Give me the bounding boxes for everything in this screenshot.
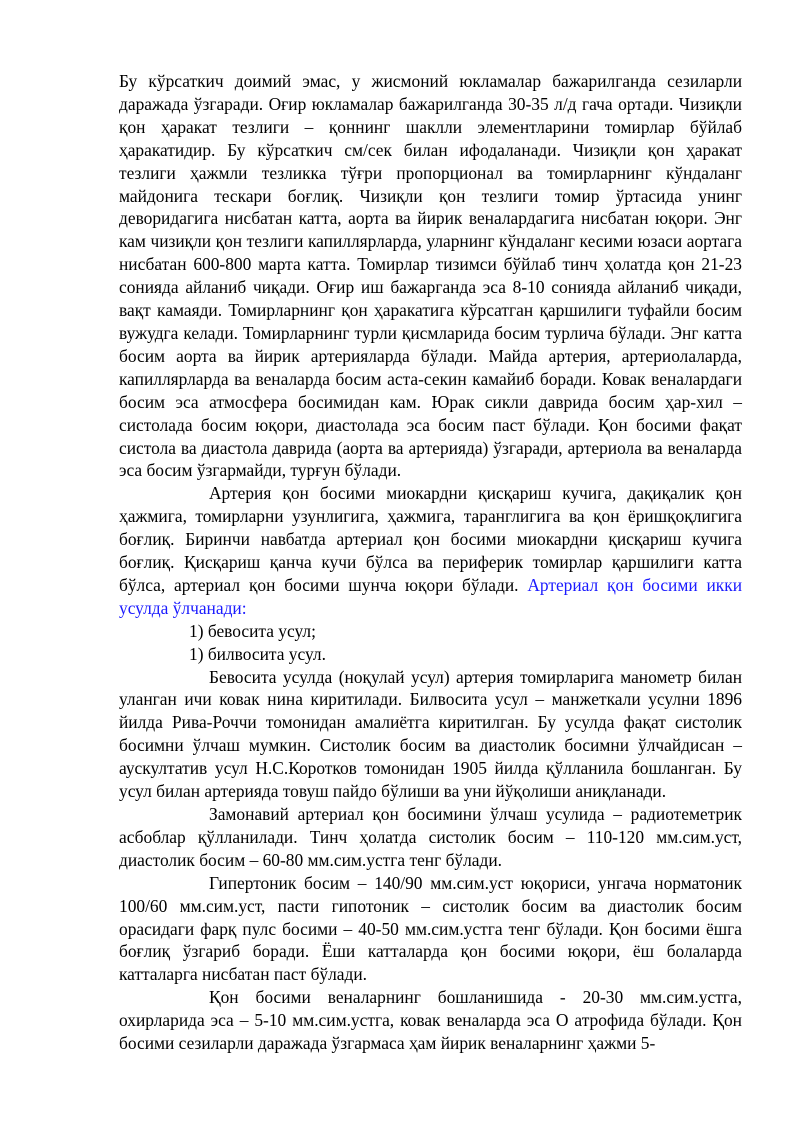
paragraph-modern-measurement: Замонавий артериал қон босимини ўлчаш усулида – радиотеметрик асбоблар қўлланилади. Тинч ҳолатда систолик босим – 110-120 мм.сим.уст, диастолик босим – 60-80 мм.сим.устга тенг бўлади. [119,804,742,870]
paragraph-arterial-pressure-text: Артерия қон босими миокардни қисқариш кучига, дақиқалик қон ҳажмига, томирларни узунлигига, ҳажмига, таранглигига ва қон ёришқоқлигига боғлиқ. Биринчи навбатда артериал қон босими миокардни қисқариш кучига боғлиқ. Қисқариш қанча кучи бўлса ва периферик томирлар қаршилиги катта бўлса, артериал қон босими шунча юқори бўлади. [119,483,742,595]
list-item-indirect-method: 1) билвосита усул. [189,643,326,664]
paragraph-hypertension: Гипертоник босим – 140/90 мм.сим.уст юқориси, унгача норматоник 100/60 мм.сим.уст, пасти гипотоник – систолик босим ва диастолик босим орасидаги фарқ пулс босими – 40-50 мм.сим.устга тенг бўлади. Қон босими ёшга боғлиқ ўзгариб боради. Ёши катталарда қон босими юқори, ёш болаларда катталарга нисбатан паст бўлади. [119,872,742,985]
paragraph-venous-pressure: Қон босими веналарнинг бошланишида - 20-30 мм.сим.устга, охирларида эса – 5-10 мм.сим.устга, ковак веналарда эса О атрофида бўлади. Қон босими сезиларли даражада ўзгармаса ҳам йирик веналарнинг ҳажми 5- [119,987,742,1054]
paragraph-arterial-pressure [119,482,742,619]
list-item-direct-method: 1) бевосита усул; [189,620,316,641]
paragraph-measurement-methods: Бевосита усулда (ноқулай усул) артерия томирларига манометр билан уланган ичи ковак нина киритилади. Билвосита усул – манжеткали усулни 1896 йилда Рива-Роччи томонидан амалиётга киритилган. Бу усулда фақат систолик босимни ўлчаш мумкин. Систолик босим ва диастолик босимни ўлчайдисан – аускултатив усул Н.С.Коротков томонидан 1905 йилда қўлланила бошланган. Бу усул билан артерияда товуш пайдо бўлиши ва уни йўқолиши аниқланади. [119,666,742,802]
paragraph-blood-flow-velocity: Бу кўрсаткич доимий эмас, у жисмоний юкламалар бажарилганда сезиларли даражада ўзгаради. Оғир юкламалар бажарилганда 30-35 л/д гача ортади. Чизиқли қон ҳаракат тезлиги – қоннинг шаклли элементларини томирлар бўйлаб ҳаракатидир. Бу кўрсаткич см/сек билан ифодаланади. Чизиқли қон ҳаракат тезлиги ҳажмли тезликка тўғри пропорционал ва томирларнинг кўндаланг майдонига тескари боғлиқ. Чизиқли қон тезлиги томир ўртасида унинг деворидагига нисбатан катта, аорта ва йирик веналардагига нисбатан юқори. Энг кам чизиқли қон тезлиги капиллярларда, уларнинг кўндаланг кесими юзаси аортага нисбатан 600-800 марта катта. Томирлар тизимси бўйлаб тинч ҳолатда қон 21-23 сонияда айланиб чиқади. Оғир иш бажарганда эса 8-10 сонияда айланиб чиқади, вақт камаяди. Томирларнинг қон ҳаракатига кўрсатган қаршилиги туфайли босим вужудга келади. Томирларнинг турли қисмларида босим турлича бўлади. Энг катта босим аорта ва йирик артерияларда бўлади. Майда артерия, артериолаларда, капиллярларда ва веналарда босим аста-секин камайиб боради. Ковак веналардаги босим эса атмосфера босимидан кам. Юрак сикли даврида босим ҳар-хил – систолада босим юқори, диастолада эса босим паст бўлади. Қон босими фақат систола ва диастола даврида (аорта ва артерияда) ўзгаради, артериола ва веналарда эса босим ўзгармайди, турғун бўлади. [119,71,742,481]
highlighted-heading: Артериал қон босими икки усулда ўлчанади: [119,574,742,618]
